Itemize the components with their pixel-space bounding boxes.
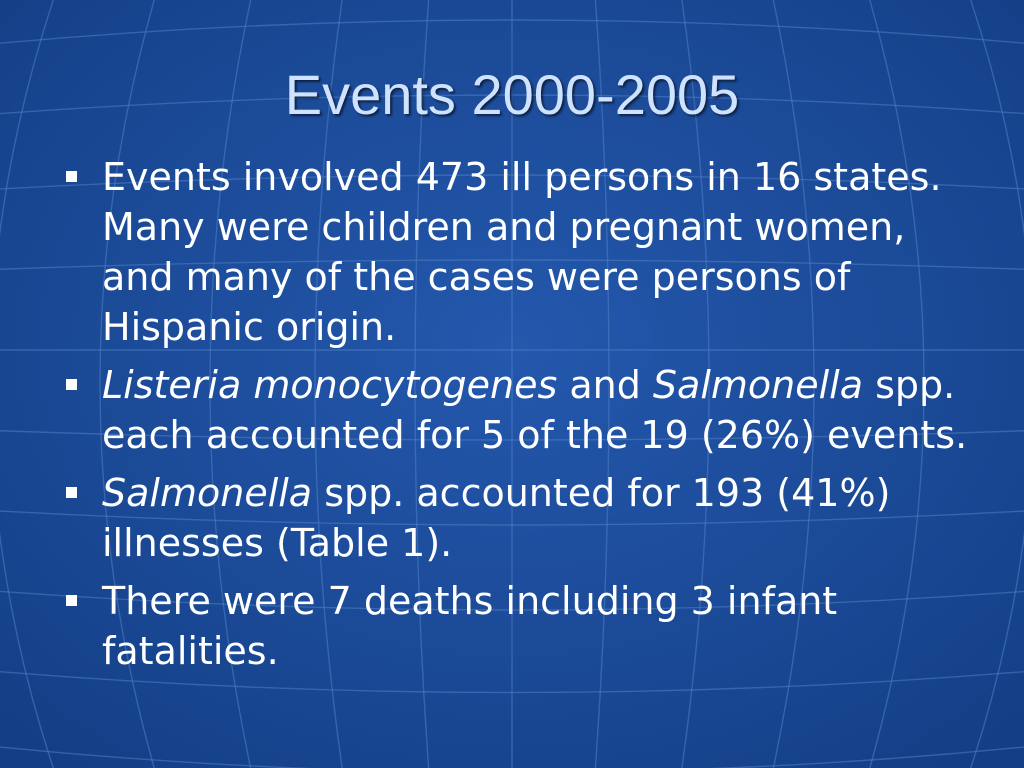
slide-title: Events 2000-2005 <box>284 63 740 126</box>
organism-name: Salmonella <box>102 471 313 515</box>
bullet-item <box>60 468 980 568</box>
bullet-item <box>60 360 980 460</box>
bullet-text: There were 7 deaths including 3 infant fatalities. <box>102 579 838 673</box>
square-bullet-icon <box>66 379 77 390</box>
bullet-text: and <box>557 363 653 407</box>
bullet-list <box>60 152 980 684</box>
square-bullet-icon <box>66 171 77 182</box>
square-bullet-icon <box>66 595 77 606</box>
organism-name: Salmonella <box>652 363 864 407</box>
organism-name: Listeria monocytogenes <box>102 363 558 407</box>
bullet-text: spp. each accounted for 5 of the 19 (26%) events. <box>102 363 968 457</box>
bullet-item <box>60 576 980 676</box>
bullet-item <box>60 152 980 352</box>
bullet-text: Events involved 473 ill persons in 16 states. Many were children and pregnant women, and many of the cases were persons of Hispanic origin. <box>102 155 942 349</box>
square-bullet-icon <box>66 487 77 498</box>
bullet-text: spp. accounted for 193 (41%) illnesses (Table 1). <box>102 471 891 565</box>
